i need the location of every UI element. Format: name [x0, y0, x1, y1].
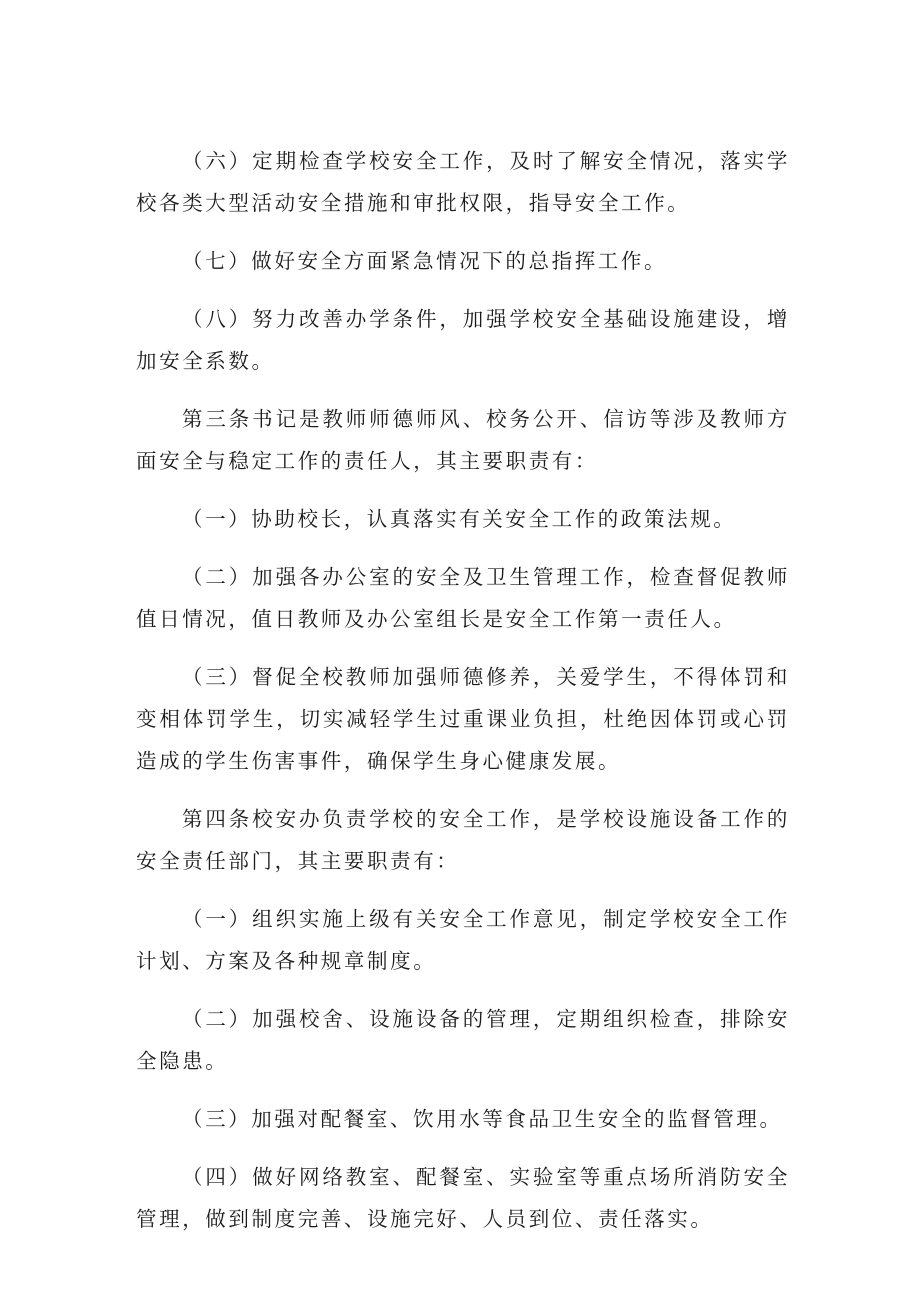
paragraph-article-3-item-1: （一）协助校长，认真落实有关安全工作的政策法规。 [182, 507, 737, 531]
paragraph-article-4-item-3: （三）加强对配餐室、饮用水等食品卫生安全的监督管理。 [182, 1107, 783, 1131]
paragraph-section-2-item-7: （七）做好安全方面紧急情况下的总指挥工作。 [182, 249, 668, 273]
paragraph-article-4-item-1: （一）组织实施上级有关安全工作意见，制定学校安全工作计划、方案及各种规章制度。 [136, 907, 790, 973]
paragraph-section-2-item-6: （六）定期检查学校安全工作，及时了解安全情况，落实学校各类大型活动安全措施和审批权限，指导安全工作。 [136, 149, 790, 215]
paragraph-article-4: 第四条校安办负责学校的安全工作，是学校设施设备工作的安全责任部门，其主要职责有： [136, 807, 790, 873]
paragraph-article-3: 第三条书记是教师师德师风、校务公开、信访等涉及教师方面安全与稳定工作的责任人，其主要职责有： [136, 407, 790, 473]
paragraph-article-4-item-2: （二）加强校舍、设施设备的管理，定期组织检查，排除安全隐患。 [136, 1007, 790, 1073]
paragraph-article-3-item-3: （三）督促全校教师加强师德修养，关爱学生，不得体罚和变相体罚学生，切实减轻学生过重课业负担，杜绝因体罚或心罚造成的学生伤害事件，确保学生身心健康发展。 [136, 665, 790, 773]
paragraph-article-3-item-2: （二）加强各办公室的安全及卫生管理工作，检查督促教师值日情况，值日教师及办公室组长是安全工作第一责任人。 [136, 565, 790, 631]
paragraph-section-2-item-8: （八）努力改善办学条件，加强学校安全基础设施建设，增加安全系数。 [136, 307, 790, 373]
document-body [136, 140, 790, 1256]
paragraph-article-4-item-4: （四）做好网络教室、配餐室、实验室等重点场所消防安全管理，做到制度完善、设施完好、人员到位、责任落实。 [136, 1165, 790, 1231]
